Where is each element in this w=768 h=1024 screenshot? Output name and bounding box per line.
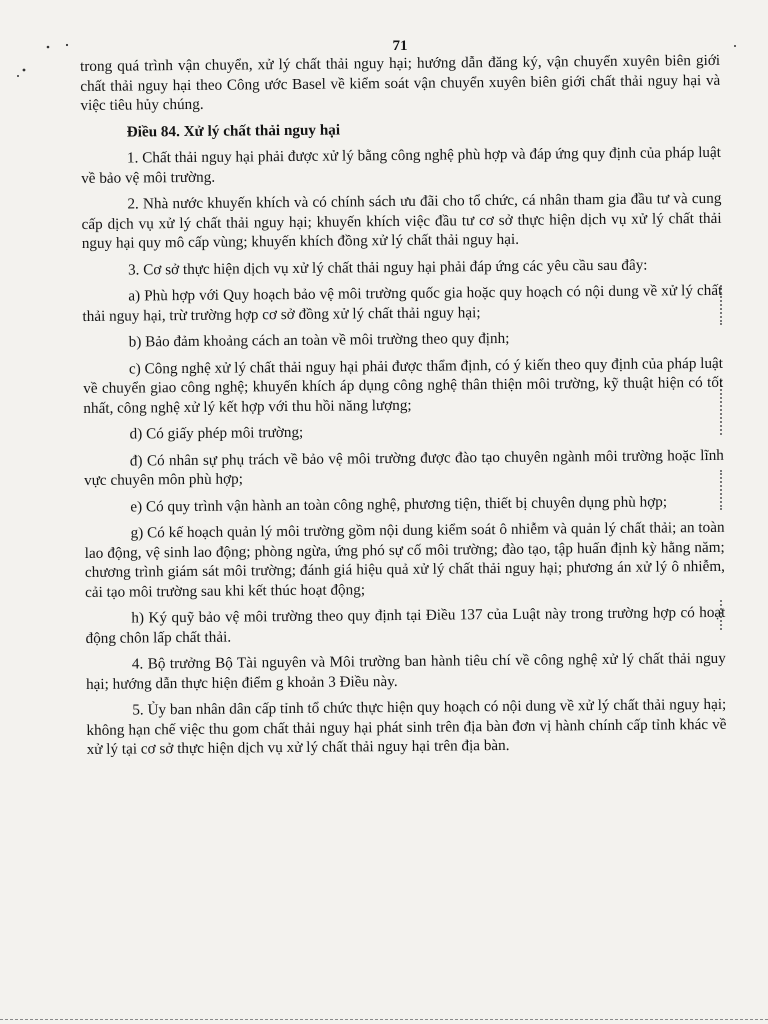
paragraph: e) Có quy trình vận hành an toàn công nghệ, phương tiện, thiết bị chuyên dụng phù hợp; (130, 492, 668, 516)
paragraph: h) Ký quỹ bảo vệ môi trường theo quy định tại Điều 137 của Luật này trong trường hợp có hoạt động chôn lấp chất thải. (85, 603, 726, 647)
paragraph: g) Có kế hoạch quản lý môi trường gồm nội dung kiểm soát ô nhiễm và quản lý chất thải; an toàn lao động, vệ sinh lao động; phòng ngừa, ứng phó sự cố môi trường; đào tạo, tập huấn định kỳ hằng năm; chương trình giám sát môi trường; đánh giá hiệu quả xử lý chất thải nguy hại; phương án xử lý ô nhiễm, cải tạo môi trường sau khi kết thúc hoạt động; (84, 518, 726, 601)
paragraph: 1. Chất thải nguy hại phải được xử lý bằng công nghệ phù hợp và đáp ứng quy định của pháp luật về bảo vệ môi trường. (81, 143, 722, 187)
paragraph: đ) Có nhân sự phụ trách về bảo vệ môi trường được đào tạo chuyên ngành môi trường hoặc lĩnh vực chuyên môn phù hợp; (83, 446, 724, 489)
paragraph: 4. Bộ trưởng Bộ Tài nguyên và Môi trường ban hành tiêu chí về công nghệ xử lý chất thải nguy hại; hướng dẫn thực hiện điểm g khoản 3 Điều này. (85, 649, 726, 693)
paragraph: 3. Cơ sở thực hiện dịch vụ xử lý chất thải nguy hại phải đáp ứng các yêu cầu sau đây: (127, 256, 648, 279)
paragraph: b) Bảo đảm khoảng cách an toàn về môi trường theo quy định; (128, 329, 510, 351)
paragraph: 5. Ủy ban nhân dân cấp tỉnh tổ chức thực hiện quy hoạch có nội dung về xử lý chất thải nguy hại; không hạn chế việc thu gom chất thải nguy hại phát sinh trên địa bàn đơn vị hành chính cấp tỉnh khác về xử lý tại cơ sở thực hiện dịch vụ xử lý chất thải nguy hại trên địa bàn. (86, 695, 727, 758)
paragraph: d) Có giấy phép môi trường; (129, 423, 304, 443)
page-number: 71 (392, 38, 408, 54)
paragraph: a) Phù hợp với Quy hoạch bảo vệ môi trường quốc gia hoặc quy hoạch có nội dung về xử lý chất thải nguy hại, trừ trường hợp cơ sở đồng xử lý chất thải nguy hại; (82, 281, 723, 325)
article-heading: Điều 84. Xử lý chất thải nguy hại (126, 121, 341, 141)
scan-bottom-edge (0, 1019, 768, 1020)
paragraph: c) Công nghệ xử lý chất thải nguy hại phải được thẩm định, có ý kiến theo quy định của pháp luật về chuyển giao công nghệ; khuyến khích áp dụng công nghệ thân thiện môi trường, kỹ thuật hiện có tốt nhất, công nghệ xử lý kết hợp với thu hồi năng lượng; (83, 354, 724, 417)
paragraph: 2. Nhà nước khuyến khích và có chính sách ưu đãi cho tổ chức, cá nhân tham gia đầu tư và cung cấp dịch vụ xử lý chất thải nguy hại; khuyến khích việc đầu tư cơ sở thực hiện dịch vụ xử lý chất thải nguy hại quy mô cấp vùng; khuyến khích đồng xử lý chất thải nguy hại. (81, 189, 722, 252)
paragraph: trong quá trình vận chuyển, xử lý chất thải nguy hại; hướng dẫn đăng ký, vận chuyển xuyên biên giới chất thải nguy hại theo Công ước Basel về kiểm soát vận chuyển xuyên biên giới chất thải nguy hại và việc tiêu hủy chúng. (80, 51, 721, 114)
document-body (80, 51, 727, 760)
